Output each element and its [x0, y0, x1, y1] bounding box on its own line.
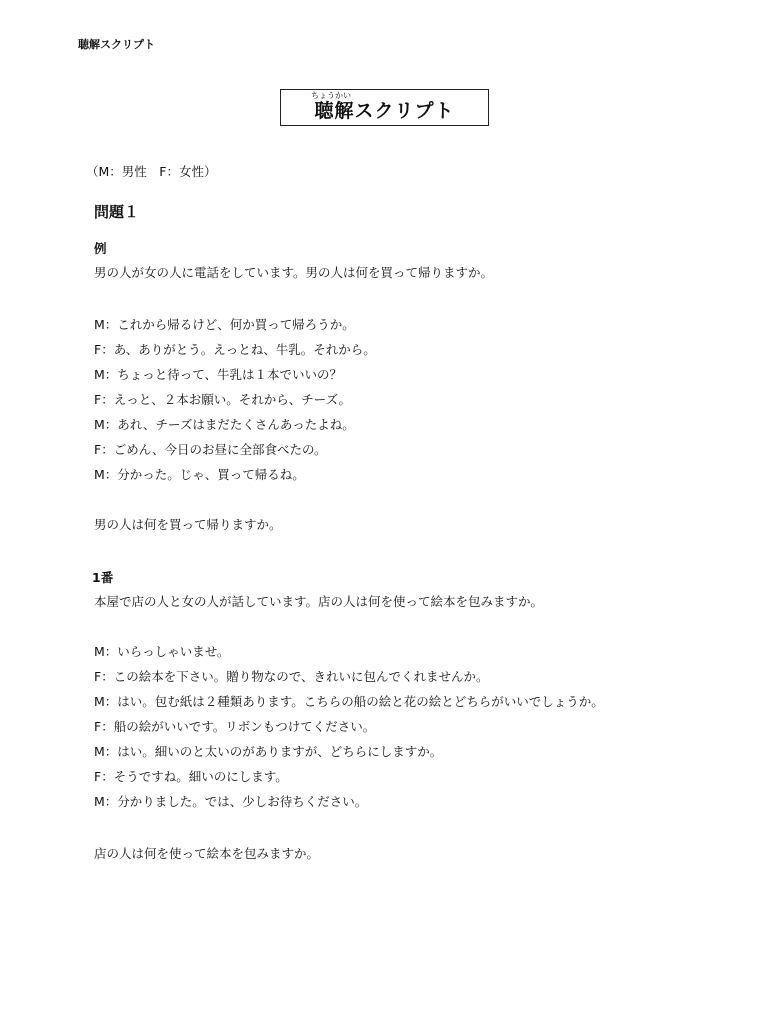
- example-dialogue-line: M：分かった。じゃ、買って帰るね。: [94, 467, 305, 482]
- example-question: 男の人が女の人に電話をしています。男の人は何を買って帰りますか。: [94, 265, 494, 280]
- example-dialogue-line: F：えっと、２本お願い。それから、チーズ。: [94, 392, 351, 407]
- example-dialogue-line: M：これから帰るけど、何か買って帰ろうか。: [94, 317, 355, 332]
- example-dialogue-line: M：あれ、チーズはまだたくさんあったよね。: [94, 417, 355, 432]
- question-1-prompt: 本屋で店の人と女の人が話しています。店の人は何を使って絵本を包みますか。: [94, 594, 544, 609]
- section-heading: 問題１: [94, 203, 140, 221]
- question-1-dialogue-line: M：いらっしゃいませ。: [94, 644, 230, 659]
- title-box: [280, 89, 489, 126]
- page-title: 聴解スクリプト: [314, 100, 455, 122]
- question-1-dialogue-line: M：分かりました。では、少しお待ちください。: [94, 794, 368, 809]
- speaker-legend: （M：男性 F：女性）: [86, 164, 217, 179]
- question-1-dialogue-line: F：そうですね。細いのにします。: [94, 769, 288, 784]
- question-1-dialogue-line: M：はい。包む紙は２種類あります。こちらの船の絵と花の絵とどちらがいいでしょうか。: [94, 694, 604, 709]
- question-1-dialogue-line: M：はい。細いのと太いのがありますが、どちらにしますか。: [94, 744, 443, 759]
- example-dialogue-line: F：あ、ありがとう。えっとね、牛乳。それから。: [94, 342, 376, 357]
- question-1-dialogue-line: F：船の絵がいいです。リボンもつけてください。: [94, 719, 376, 734]
- example-closing-question: 男の人は何を買って帰りますか。: [94, 517, 282, 532]
- page-header-label: 聴解スクリプト: [78, 38, 155, 51]
- question-1-label: 1番: [92, 570, 114, 585]
- example-dialogue-line: M：ちょっと待って、牛乳は１本でいいの？: [94, 367, 343, 382]
- title-ruby: ちょうかい: [311, 91, 351, 100]
- question-1-closing-question: 店の人は何を使って絵本を包みますか。: [94, 846, 320, 861]
- question-1-dialogue-line: F：この絵本を下さい。贈り物なので、きれいに包んでくれませんか。: [94, 669, 489, 684]
- example-label: 例: [94, 241, 107, 256]
- example-dialogue-line: F：ごめん、今日のお昼に全部食べたの。: [94, 442, 327, 457]
